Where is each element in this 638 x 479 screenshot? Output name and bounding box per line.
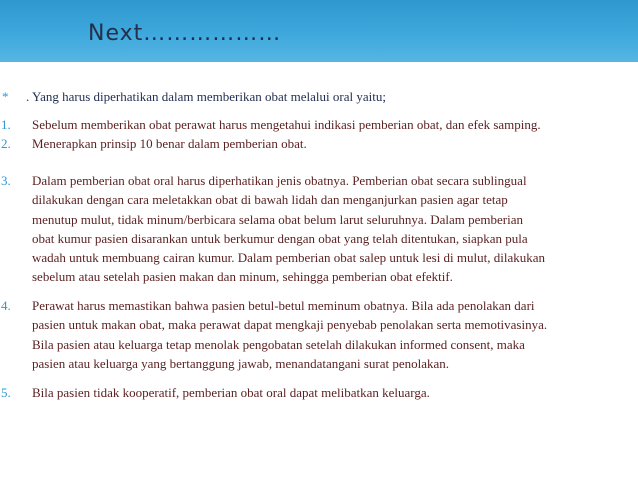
list-number: 2. [1,136,11,151]
text-line: pasien atau keluarga yang bertanggung jawab, menandatangani surat penolakan. [32,355,450,371]
text-line: menutup mulut, tidak minum/berbicara selama obat belum larut seluruhnya. Dalam pemberian [32,211,523,227]
list-item-1 [0,115,610,134]
text-line: Bila pasien tidak kooperatif, pemberian obat oral dapat melibatkan keluarga. [32,385,430,400]
list-number: 4. [1,298,11,313]
intro-text: . Yang harus diperhatikan dalam memberikan obat melalui oral yaitu; [26,89,386,104]
list-item-5 [0,383,610,402]
slide-title: Next……………… [88,21,282,46]
text-line: Menerapkan prinsip 10 benar dalam pemberian obat. [32,136,307,151]
list-item-text [32,171,602,287]
list-item-3 [0,171,610,287]
text-line: Sebelum memberikan obat perawat harus mengetahui indikasi pemberian obat, dan efek samping. [32,117,541,132]
list-item-text [32,134,602,153]
text-line: Dalam pemberian obat oral harus diperhatikan jenis obatnya. Pemberian obat secara sublingual [32,173,527,188]
text-line: Bila pasien atau keluarga tetap menolak pengobatan setelah dilakukan informed consent, maka [32,336,525,352]
list-number: 3. [1,173,11,188]
list-number: 1. [1,117,11,132]
text-line: pasien untuk makan obat, maka perawat dapat mengkaji penyebab penolakan serta memotivasinya. [32,317,548,333]
list-item-4 [0,296,610,373]
text-line: dilakukan dengan cara meletakkan obat di bawah lidah dan menganjurkan pasien agar tetap [32,192,508,208]
text-line: obat kumur pasien disarankan untuk berkumur dengan obat yang telah ditentukan, siapkan pula [32,230,528,246]
list-number: 5. [1,385,11,400]
list-item-text [32,383,602,402]
list-item-2 [0,134,610,153]
text-line: wadah untuk membuang cairan kumur. Dalam pemberian obat salep untuk lesi di mulut, dilakukan [32,250,546,266]
title-banner [0,0,638,62]
text-line: sebelum atau setelah pasien makan dan minum, sehingga pemberian obat efektif. [32,269,453,285]
list-item-text [32,296,602,373]
text-line: Perawat harus memastikan bahwa pasien betul-betul meminum obatnya. Bila ada penolakan dari [32,298,535,313]
list-item-text [32,115,602,134]
asterisk-bullet-icon: * [2,89,9,104]
